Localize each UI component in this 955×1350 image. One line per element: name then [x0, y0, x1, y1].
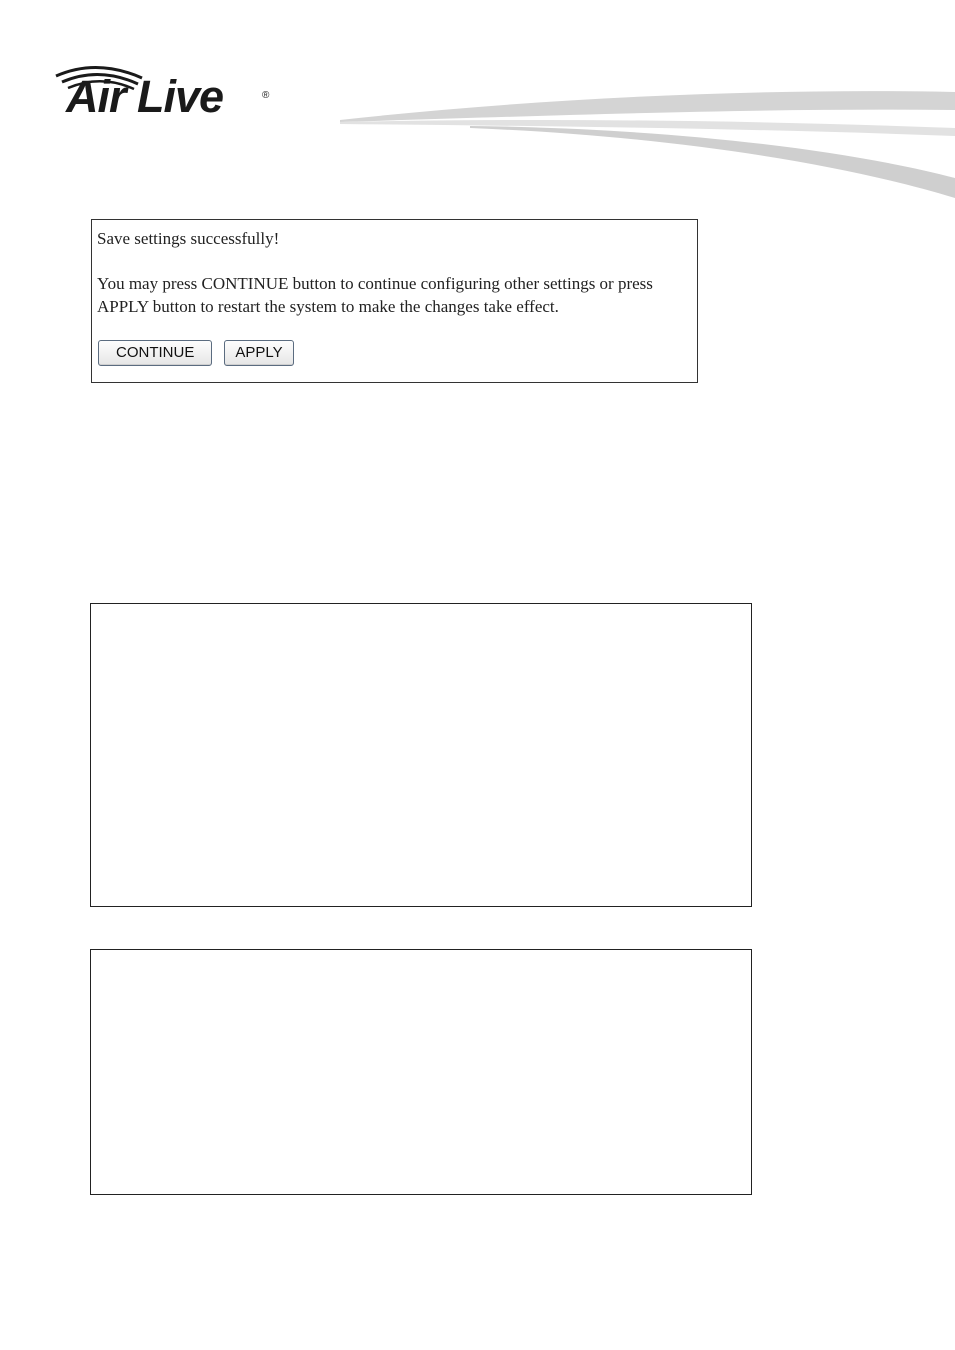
header-swoosh [340, 88, 955, 200]
brand-name: Air Live [66, 71, 224, 122]
apply-button[interactable]: APPLY [224, 340, 293, 366]
registered-mark: ® [262, 90, 270, 101]
screenshot-frame-2 [90, 949, 752, 1195]
save-settings-dialog [91, 219, 698, 383]
instruction-message: You may press CONTINUE button to continue configuring other settings or press APPLY button to restart the system to make the changes take effect. [97, 274, 653, 316]
dialog-buttons [98, 340, 294, 366]
screenshot-frame-1 [90, 603, 752, 907]
status-message: Save settings successfully! [97, 229, 280, 248]
airlive-logo [52, 62, 277, 128]
continue-button[interactable]: CONTINUE [98, 340, 212, 366]
